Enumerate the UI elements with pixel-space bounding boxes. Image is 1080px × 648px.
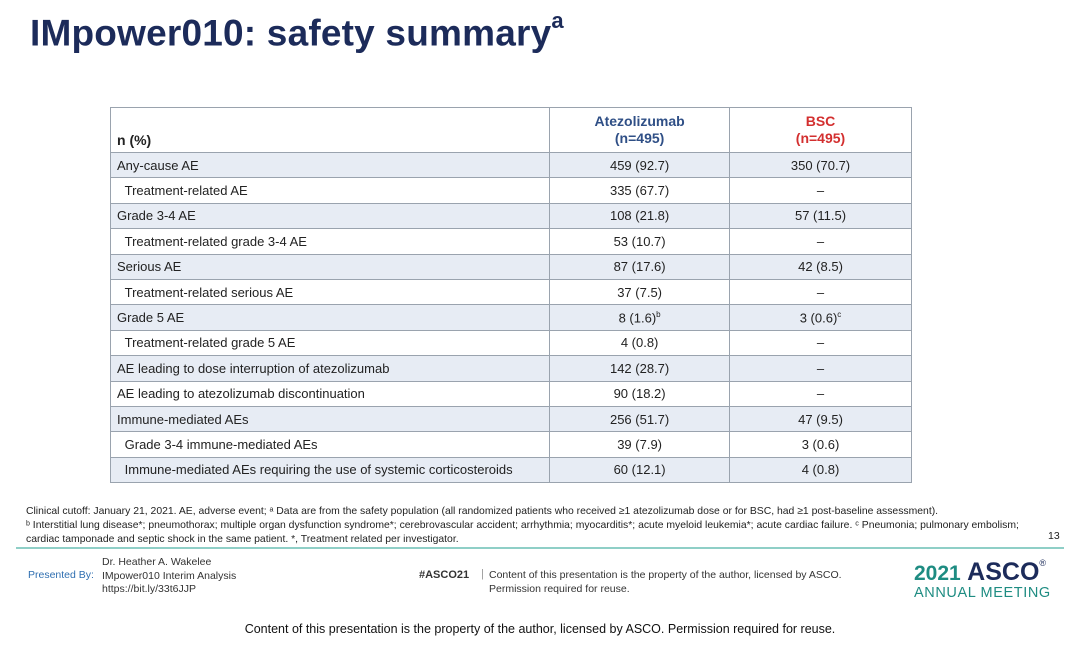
logo-top-line [914, 558, 1064, 587]
safety-summary-table [110, 107, 912, 483]
table-row [111, 178, 912, 203]
row-label-text: Immune-mediated AEs requiring the use of systemic corticosteroids [124, 462, 513, 478]
footer-separator: | [481, 568, 484, 580]
header-n-percent: n (%) [111, 108, 550, 153]
table-row [111, 254, 912, 279]
table-row [111, 406, 912, 431]
slide-title-text: IMpower010: safety summary [30, 12, 552, 54]
bsc-value: 57 (11.5) [730, 203, 912, 228]
row-label: Grade 5 AE [111, 305, 550, 330]
table-row [111, 330, 912, 355]
atezolizumab-value: 459 (92.7) [550, 153, 730, 178]
logo-name: ASCO [967, 558, 1040, 586]
bsc-value: – [730, 330, 912, 355]
table-row [111, 356, 912, 381]
table-row [111, 457, 912, 482]
title-footnote-marker: a [551, 8, 564, 33]
row-label-text: Treatment-related serious AE [124, 284, 294, 300]
header-bsc [730, 108, 912, 153]
bsc-value: – [730, 356, 912, 381]
footnote-marker-c: c [837, 309, 842, 319]
atezolizumab-value: 87 (17.6) [550, 254, 730, 279]
presentation-title: IMpower010 Interim Analysis [102, 569, 237, 582]
footnote-line-2: ᵇ Interstitial lung disease*; pneumothorax; multiple organ dysfunction syndrome*; cerebrovascular accident; arrhythmia; myocarditis*; acute myeloid leukemia*; acute cardiac failure. ᶜ Pneumonia; pulmonary embolism; cardiac tamponade and septic shock in the same patient. *, Treatment related per investigator. [26, 520, 1019, 545]
row-label [111, 279, 550, 304]
row-label: Grade 3-4 AE [111, 203, 550, 228]
row-label [111, 432, 550, 457]
hashtag: #ASCO21 [419, 569, 470, 581]
row-label: Serious AE [111, 254, 550, 279]
bsc-value-text: 3 (0.6) [799, 310, 838, 326]
table-row [111, 153, 912, 178]
header-bsc-n: (n=495) [795, 130, 846, 146]
row-label: Immune-mediated AEs [111, 406, 550, 431]
atezolizumab-value: 142 (28.7) [550, 356, 730, 381]
table-row [111, 432, 912, 457]
header-atezolizumab-n: (n=495) [614, 130, 665, 146]
bsc-value: – [730, 381, 912, 406]
row-label-text: Treatment-related AE [124, 183, 248, 199]
atezolizumab-value: 39 (7.9) [550, 432, 730, 457]
logo-year: 2021 [914, 562, 961, 585]
bsc-value: 42 (8.5) [730, 254, 912, 279]
bsc-value: 47 (9.5) [730, 406, 912, 431]
logo-subtitle: ANNUAL MEETING [914, 585, 1051, 601]
bsc-value: 350 (70.7) [730, 153, 912, 178]
table-row [111, 381, 912, 406]
row-label [111, 457, 550, 482]
atezolizumab-value: 4 (0.8) [550, 330, 730, 355]
atezolizumab-value: 108 (21.8) [550, 203, 730, 228]
table-row [111, 229, 912, 254]
row-label: Any-cause AE [111, 153, 550, 178]
bsc-value [730, 305, 912, 330]
footnote-line-1: Clinical cutoff: January 21, 2021. AE, adverse event; ᵃ Data are from the safety population (all randomized patients who received ≥1 atezolizumab dose or for BSC, had ≥1 post-baseline assessment). [26, 506, 939, 517]
bsc-value: – [730, 279, 912, 304]
rights-line-2: Permission required for reuse. [489, 582, 630, 595]
header-bsc-name: BSC [805, 113, 836, 129]
atezolizumab-value [550, 305, 730, 330]
atezolizumab-value: 335 (67.7) [550, 178, 730, 203]
presenter-info [102, 556, 236, 597]
presenter-name: Dr. Heather A. Wakelee [102, 556, 212, 568]
header-atezolizumab [550, 108, 730, 153]
bottom-caption: Content of this presentation is the property of the author, licensed by ASCO. Permission required for reuse. [244, 622, 836, 636]
bsc-value: – [730, 229, 912, 254]
row-label [111, 330, 550, 355]
table-row [111, 203, 912, 228]
atezolizumab-value: 256 (51.7) [550, 406, 730, 431]
atezolizumab-value: 37 (7.5) [550, 279, 730, 304]
bsc-value: 3 (0.6) [730, 432, 912, 457]
atezolizumab-value: 53 (10.7) [550, 229, 730, 254]
row-label [111, 178, 550, 203]
bsc-value: – [730, 178, 912, 203]
row-label: AE leading to atezolizumab discontinuation [111, 381, 550, 406]
footnotes [26, 505, 1046, 547]
asco-annual-meeting-logo [914, 558, 1064, 601]
rights-line-1: Content of this presentation is the property of the author, licensed by ASCO. [489, 569, 842, 581]
footnote-marker-b: b [656, 309, 661, 319]
slide-title [30, 8, 564, 54]
row-label-text: Treatment-related grade 5 AE [124, 335, 296, 351]
row-label-text: Treatment-related grade 3-4 AE [124, 233, 307, 249]
atezolizumab-value: 90 (18.2) [550, 381, 730, 406]
logo-registered-mark: ® [1039, 558, 1047, 568]
bsc-value: 4 (0.8) [730, 457, 912, 482]
atezolizumab-value-text: 8 (1.6) [618, 310, 657, 326]
table-row [111, 279, 912, 304]
presentation-link[interactable]: https://bit.ly/33t6JJP [102, 583, 196, 595]
row-label [111, 229, 550, 254]
footer-divider [16, 547, 1064, 549]
table-header-row [111, 108, 912, 153]
atezolizumab-value: 60 (12.1) [550, 457, 730, 482]
slide-number: 13 [1048, 530, 1060, 542]
header-atezolizumab-name: Atezolizumab [594, 113, 685, 129]
presented-by-label: Presented By: [28, 569, 94, 581]
row-label: AE leading to dose interruption of atezolizumab [111, 356, 550, 381]
table-row [111, 305, 912, 330]
rights-notice [489, 569, 889, 596]
row-label-text: Grade 3-4 immune-mediated AEs [124, 436, 318, 452]
